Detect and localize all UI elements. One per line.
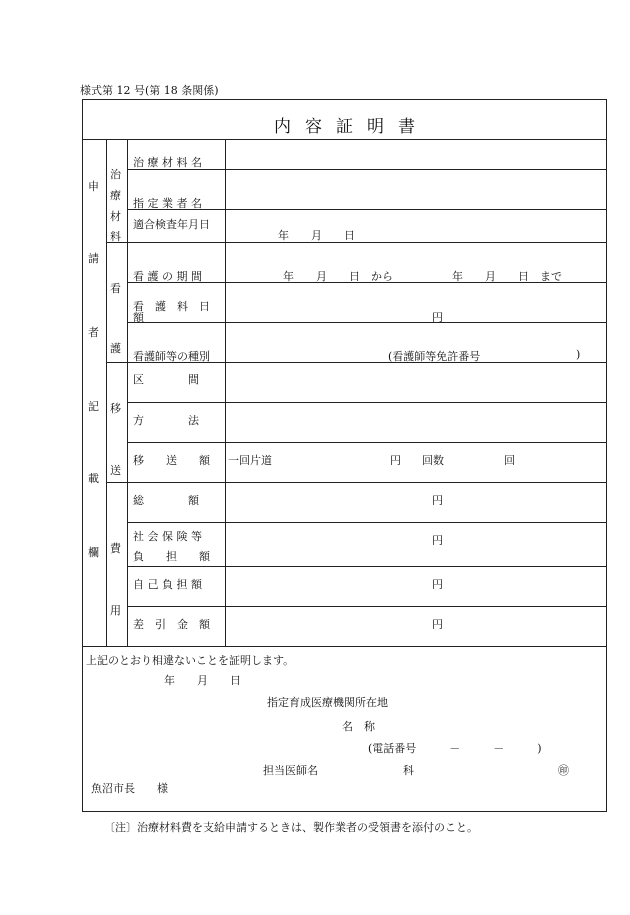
applicant-char: 請 — [88, 252, 99, 265]
materials-char: 治 — [110, 168, 121, 181]
applicant-char: 載 — [88, 472, 99, 485]
difference-value: 円 — [432, 618, 443, 631]
nursing-period-to: 年 月 日 まで — [452, 270, 562, 283]
inspection-date-label: 適合検査年月日 — [133, 218, 210, 231]
insurance-label: 社 会 保 険 等 — [133, 530, 202, 543]
footnote: 〔注〕治療材料費を支給申請するときは、製作業者の受領書を添付のこと。 — [104, 821, 478, 834]
doctor-label: 担当医師名 — [263, 764, 318, 777]
material-name-label: 治 療 材 料 名 — [133, 156, 202, 169]
title-divider — [82, 139, 607, 140]
row-divider — [127, 566, 607, 567]
nursing-char: 看 — [110, 282, 121, 295]
self-pay-label: 自 己 負 担 額 — [133, 578, 202, 591]
seal-icon: ㊞ — [558, 764, 569, 777]
applicant-char: 欄 — [88, 546, 99, 559]
form-title: 内容証明書 — [274, 117, 429, 137]
section-label: 区 間 — [133, 373, 199, 386]
applicant-char: 者 — [88, 326, 99, 339]
nursing-period-label: 看 護 の 期 間 — [133, 270, 202, 283]
row-divider — [127, 522, 607, 523]
insurance-value: 円 — [432, 534, 443, 547]
row-divider — [127, 322, 607, 323]
times-unit: 回 — [504, 454, 515, 467]
cost-char: 費 — [110, 542, 121, 555]
certification-date: 年 月 日 — [164, 674, 241, 687]
row-divider — [127, 402, 607, 403]
nursing-char: 護 — [110, 342, 121, 355]
difference-label: 差 引 金 額 — [133, 618, 210, 631]
row-divider — [106, 482, 607, 483]
self-pay-value: 円 — [432, 578, 443, 591]
nurse-type-label: 看護師等の種別 — [133, 350, 210, 363]
materials-char: 料 — [110, 230, 121, 243]
transfer-char: 移 — [110, 402, 121, 415]
maker-name-label: 指 定 業 者 名 — [133, 197, 202, 210]
column-divider — [106, 139, 107, 646]
addressee-label: 魚沼市長 様 — [91, 782, 168, 795]
column-divider — [127, 139, 128, 646]
row-divider — [106, 242, 607, 243]
phone-label: (電話番号 － － ) — [368, 742, 542, 755]
materials-char: 療 — [110, 189, 121, 202]
institution-address-label: 指定育成医療機関所在地 — [267, 696, 388, 709]
certification-statement: 上記のとおり相違ないことを証明します。 — [86, 654, 295, 667]
row-divider — [127, 442, 607, 443]
nurse-license-label: (看護師等免許番号 — [388, 350, 481, 363]
department-label: 科 — [403, 764, 414, 777]
applicant-char: 記 — [88, 400, 99, 413]
nursing-fee-value: 円 — [432, 311, 443, 324]
cost-char: 用 — [110, 604, 121, 617]
insurance-label-2: 負 担 額 — [133, 550, 210, 563]
one-way-yen: 円 — [390, 454, 401, 467]
nursing-fee-label-2: 額 — [133, 311, 144, 324]
row-divider — [127, 606, 607, 607]
column-divider — [225, 139, 226, 646]
method-label: 方 法 — [133, 414, 199, 427]
form-reference: 様式第 12 号(第 18 条関係) — [80, 84, 219, 97]
total-label: 総 額 — [133, 494, 199, 507]
applicant-char: 申 — [88, 180, 99, 193]
inspection-date-value: 年 月 日 — [278, 229, 355, 242]
total-value: 円 — [432, 494, 443, 507]
nurse-license-close: ) — [576, 348, 581, 361]
one-way-label: 一回片道 — [228, 454, 272, 467]
times-label: 回数 — [422, 454, 444, 467]
nursing-period-from: 年 月 日 から — [283, 270, 393, 283]
institution-name-label: 名 称 — [342, 720, 375, 733]
transfer-char: 送 — [110, 464, 121, 477]
transfer-amount-label: 移 送 額 — [133, 454, 210, 467]
section-divider — [82, 646, 607, 647]
materials-char: 材 — [110, 210, 121, 223]
nursing-fee-label: 看 護 料 日 — [133, 300, 210, 313]
